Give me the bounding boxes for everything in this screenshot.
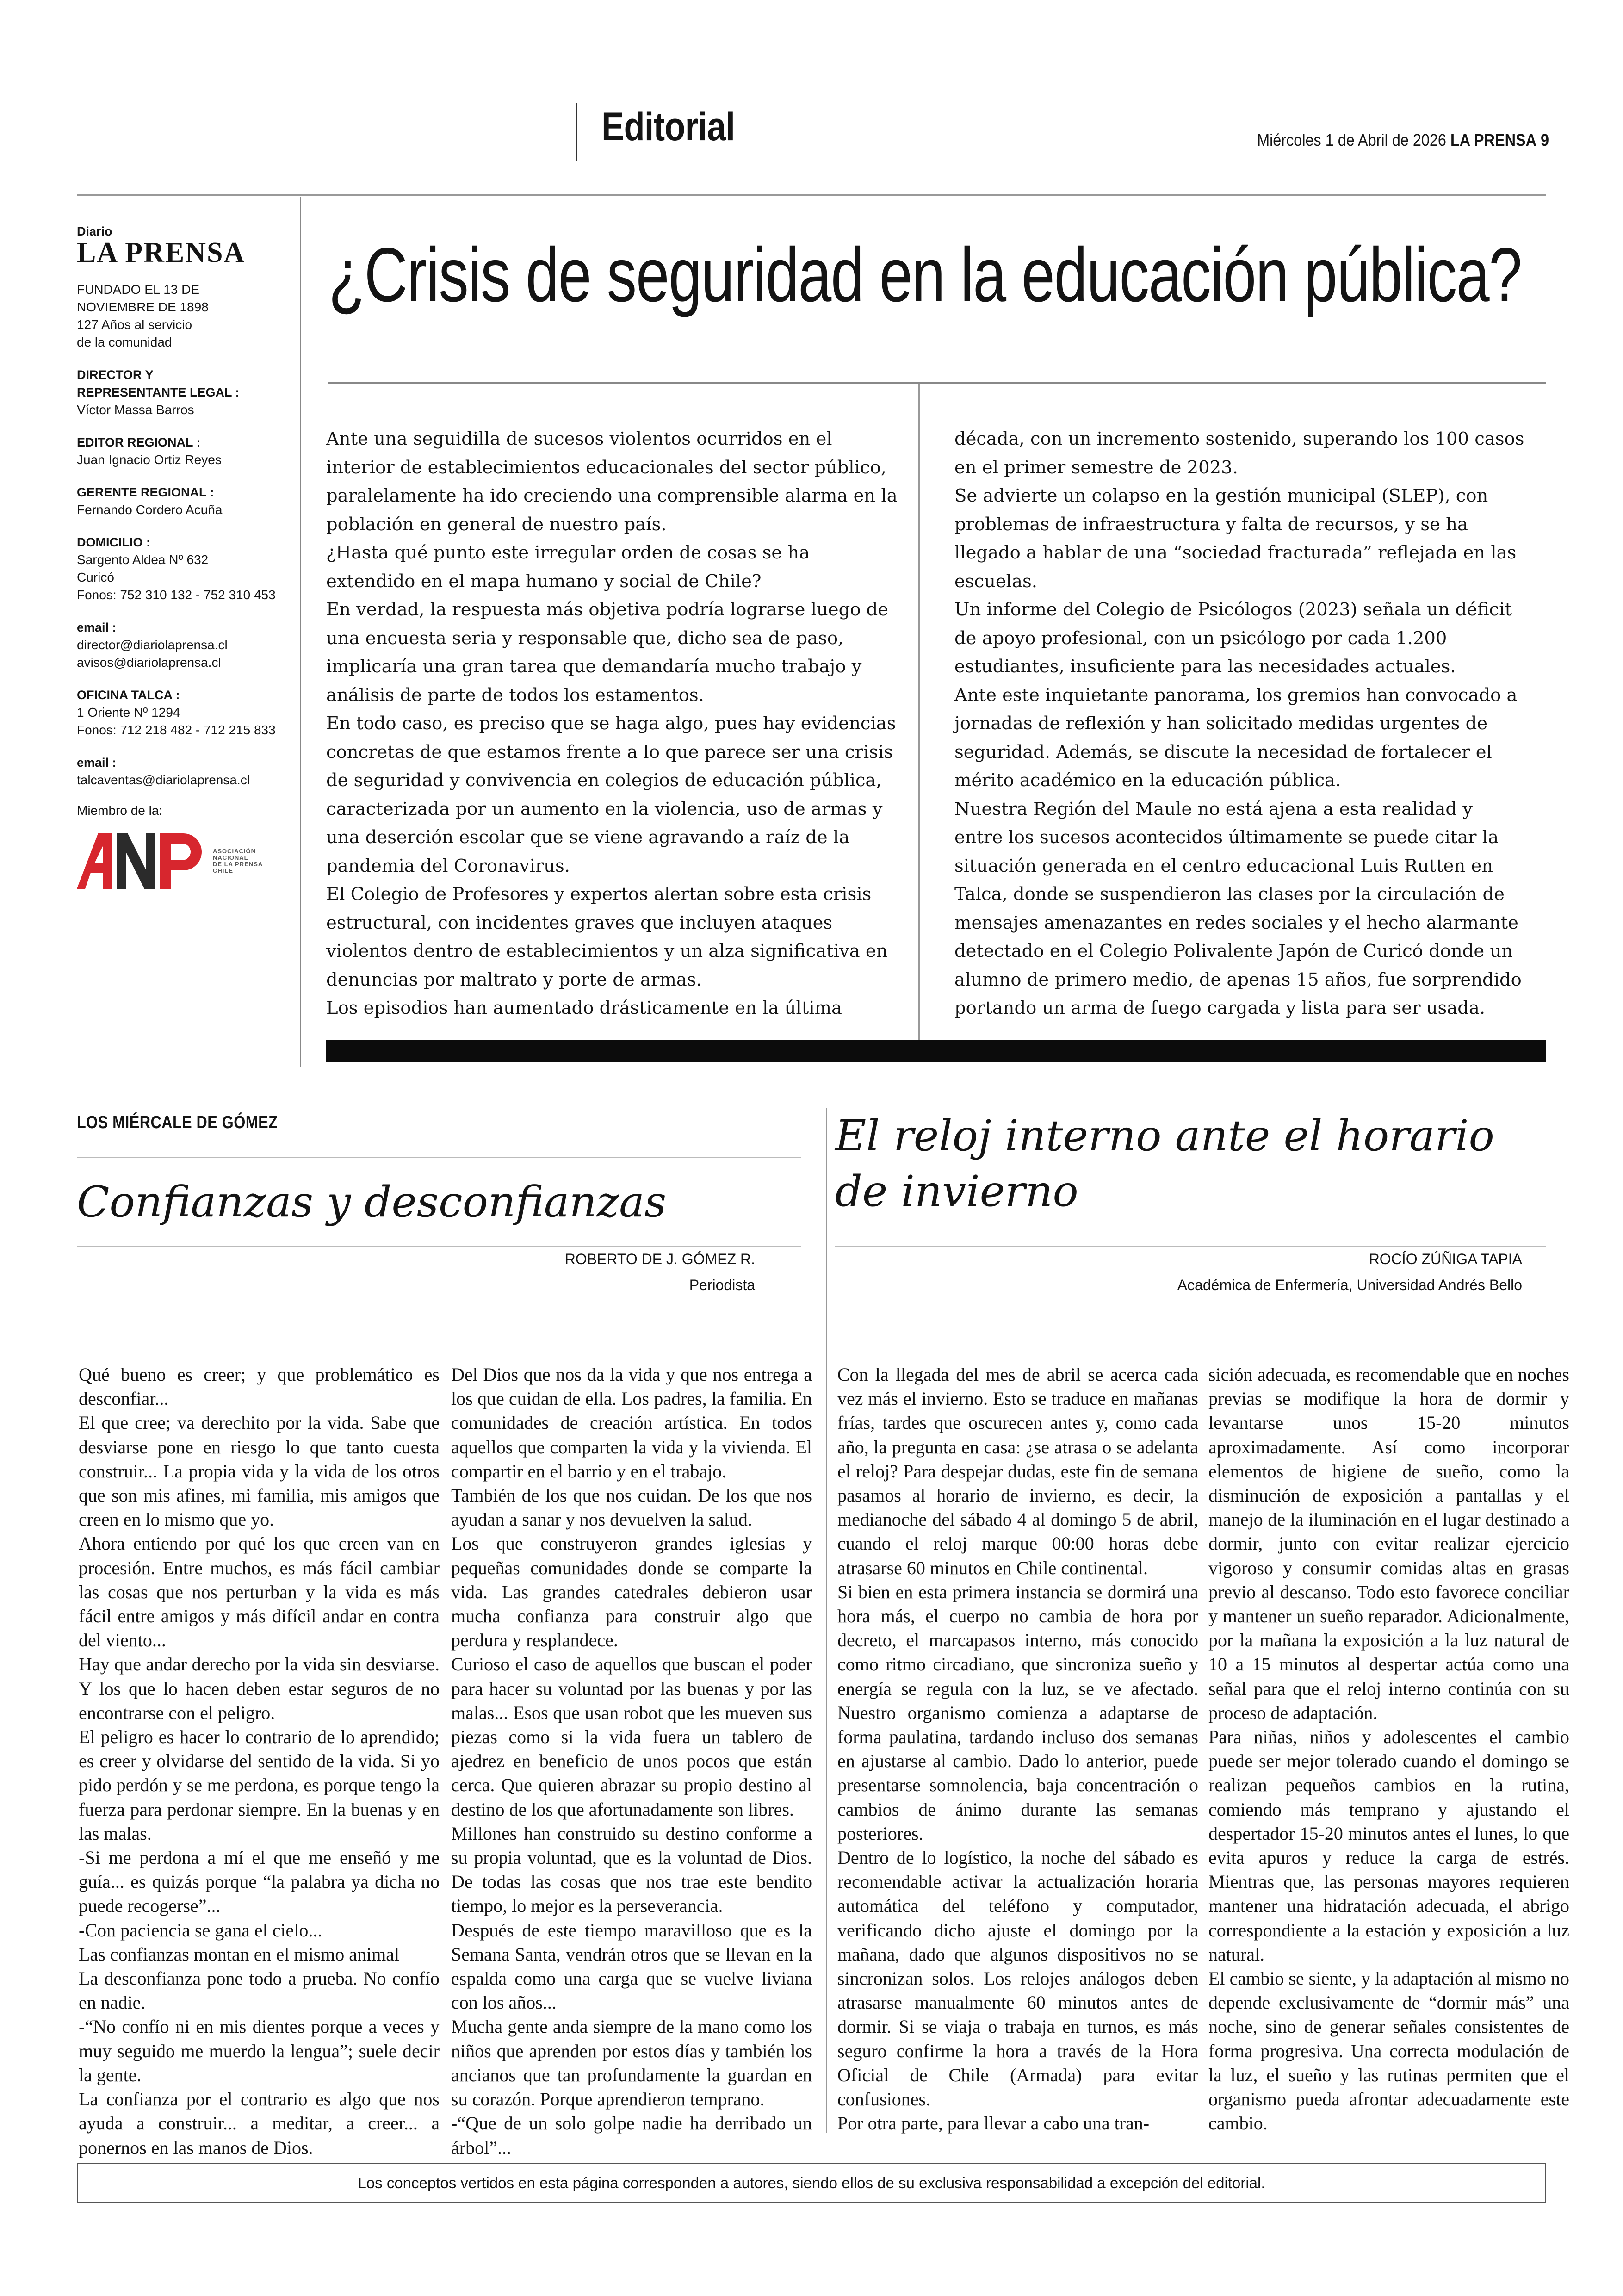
staff-label: REPRESENTANTE LEGAL : — [77, 385, 240, 399]
staff-value: Sargento Aldea Nº 632 — [77, 552, 209, 567]
logo-p-shape — [160, 833, 202, 889]
editorial-paragraph: Los episodios han aumentado drásticamente en la última — [326, 998, 842, 1018]
right-byline — [879, 1246, 1522, 1298]
left-article-paragraph: También de los que nos cuidan. De los que nos ayudan a sanar y nos devuelven la salud. — [451, 1485, 812, 1530]
staff-label: DIRECTOR Y — [77, 368, 154, 382]
staff-label: DOMICILIO : — [77, 535, 150, 549]
date-text: Miércoles 1 de Abril de 2026 — [1257, 130, 1446, 149]
logo-caption-line: DE LA PRENSA — [213, 861, 263, 868]
staff-entry — [77, 434, 294, 469]
kicker-rule — [77, 1157, 801, 1158]
left-article-paragraph: Los que construyeron grandes iglesias y pequeñas comunidades donde se comparte la vida. Las grandes catedrales debieron usar mucha confianza para construir algo que perdura y resplandece. — [451, 1533, 812, 1651]
logo-caption-line: ASOCIACIÓN — [213, 848, 256, 855]
sidebar-divider — [300, 197, 301, 1067]
editorial-paragraph: En todo caso, es preciso que se haga algo, pues hay evidencias concretas de que estamos frente a lo que parece ser una crisis de seguridad y convivencia en colegios de educación pública, caracterizada por un aumento en la violencia, uso de armas y una deserción escolar que se viene agravando a raíz de la pandemia del Coronavirus. — [326, 713, 896, 876]
right-article-title: El reloj interno ante el horario de invierno — [835, 1111, 1494, 1216]
right-author-role: Académica de Enfermería, Universidad Andrés Bello — [1177, 1277, 1522, 1293]
staff-label: email : — [77, 756, 117, 769]
right-article-paragraph: sición adecuada, es recomendable que en noches previas se modifique la hora de dormir y levantarse unos 15-20 minutos aproximadamente. Así como incorporar elementos de higiene de sueño, como la disminución de exposición a pantallas y el manejo de la iluminación en el lugar destinado a dormir, junto con evitar realizar ejercicio vigoroso y consumir comidas altas en grasas previo al descanso. Todo esto favorece conciliar y mantener un sueño reparador. Adicionalmente, por la mañana la exposición a la luz natural de 10 a 15 minutos al despertar actúa como una señal para que el reloj interno continúa con su proceso de adaptación. — [1208, 1364, 1569, 1723]
left-byline — [444, 1246, 755, 1298]
anp-logo-mark — [77, 829, 211, 894]
masthead-sidebar — [77, 224, 294, 894]
editorial-column-2 — [954, 425, 1526, 1023]
editorial-paragraph: Ante una seguidilla de sucesos violentos ocurridos en el interior de establecimientos educacionales del sector público, paralelamente ha ido creciendo una comprensible alarma en la población en general de nuestro país. — [326, 428, 898, 535]
logo-caption-line: CHILE — [213, 867, 233, 874]
footer-disclaimer-box — [77, 2163, 1546, 2203]
editorial-paragraph: Se advierte un colapso en la gestión municipal (SLEP), con problemas de infraestructura y falta de recursos, y se ha llegado a hablar de una “sociedad fracturada” reflejada en las escuelas. — [954, 485, 1517, 592]
anp-logo — [77, 829, 294, 894]
staff-entry — [77, 619, 294, 671]
right-article-paragraph: Por otra parte, para llevar a cabo una tran- — [837, 2113, 1150, 2134]
left-article-paragraph: -“No confío ni en mis dientes porque a veces y muy seguido me muerdo la lengua”; suele decir la gente. — [79, 2016, 440, 2085]
left-article-paragraph: Curioso el caso de aquellos que buscan el poder para hacer su voluntad por las buenas y por las malas... Esos que usan robot que les mueven sus piezas como si la vida fuera un tablero de ajedrez en beneficio de unos pocos que están cerca. Que quieren abrazar su propio destino al destino de los que afortunadamente son libres. — [451, 1654, 812, 1820]
staff-list — [77, 366, 294, 789]
editorial-paragraph: Un informe del Colegio de Psicólogos (2023) señala un déficit de apoyo profesional, con un psicólogo por cada 1.200 estudiantes, insuficiente para las necesidades actuales. — [954, 599, 1512, 677]
left-article-column-1 — [79, 1363, 440, 2160]
founded-line: 127 Años al servicio — [77, 317, 192, 332]
staff-entry — [77, 686, 294, 739]
left-article-paragraph: Qué bueno es creer; y que problemático es desconfiar... — [79, 1364, 440, 1409]
staff-value: Juan Ignacio Ortiz Reyes — [77, 453, 222, 467]
left-article-paragraph: El peligro es hacer lo contrario de lo aprendido; es creer y olvidarse del sentido de la vida. Si yo pido perdón y se me perdona, es porque tengo la fuerza para perdonar siempre. En la buenas y en las malas. — [79, 1726, 440, 1844]
staff-value: Fonos: 752 310 132 - 752 310 453 — [77, 588, 276, 602]
header-date — [1257, 130, 1549, 150]
staff-entry — [77, 484, 294, 519]
editorial-column-divider — [918, 384, 920, 1041]
masthead-small: Diario — [77, 224, 112, 238]
right-article-column-1 — [837, 1363, 1198, 2136]
right-author: ROCÍO ZÚÑIGA TAPIA — [1369, 1251, 1522, 1267]
page-number: 9 — [1540, 130, 1549, 149]
editorial-paragraph: Nuestra Región del Maule no está ajena a esta realidad y entre los sucesos acontecidos últimamente se puede citar la situación generada en el centro educacional Luis Rutten en Talca, donde se suspendieron las clases por la circulación de mensajes amenazantes en redes sociales y el hecho alarmante detectado en el Colegio Polivalente Japón de Curicó donde un alumno de primero medio, de apenas 15 años, fue sorprendido portando un arma de fuego cargada y lista para ser usada. — [954, 798, 1522, 1018]
staff-value: Víctor Massa Barros — [77, 403, 194, 417]
header-paper-name: LA PRENSA — [1450, 130, 1536, 149]
founded-line: de la comunidad — [77, 335, 172, 349]
section-title: Editorial — [601, 105, 735, 149]
left-article-paragraph: Después de este tiempo maravilloso que es la Semana Santa, vendrán otros que se llevan en la espalda como una carga que se vuelve liviana con los años... — [451, 1919, 812, 2013]
founded-line: FUNDADO EL 13 DE — [77, 282, 200, 297]
staff-value: Fonos: 712 218 482 - 712 215 833 — [77, 723, 276, 737]
editorial-paragraph: El Colegio de Profesores y expertos alertan sobre esta crisis estructural, con incidentes graves que incluyen ataques violentos dentro de establecimientos y un alza significativa en denuncias por maltrato y porte de armas. — [326, 884, 888, 990]
member-label: Miembro de la: — [77, 803, 163, 818]
editorial-column-1 — [326, 425, 898, 1023]
left-article-paragraph: -Con paciencia se gana el cielo... — [79, 1919, 322, 1941]
editorial-paragraph: Ante este inquietante panorama, los gremios han convocado a jornadas de reflexión y han solicitado medidas urgentes de seguridad. Además, se discute la necesidad de fortalecer el mérito académico en la educación pública. — [954, 684, 1518, 791]
founded-line: NOVIEMBRE DE 1898 — [77, 300, 209, 314]
article-divider — [826, 1108, 827, 2133]
left-article-paragraph: -Si me perdona a mí el que me enseñó y me guía... es quizás porque “la palabra ya dicha no puede recogerse”... — [79, 1847, 440, 1917]
right-article-column-2 — [1208, 1363, 1569, 2136]
left-article-title: Confianzas y desconfianzas — [77, 1177, 667, 1227]
left-article-paragraph: Hay que andar derecho por la vida sin desviarse. Y los que lo hacen deben estar seguros de no encontrarse con el peligro. — [79, 1654, 440, 1723]
right-article-paragraph: Con la llegada del mes de abril se acerca cada vez más el invierno. Esto se traduce en mañanas frías, tardes que oscurecen antes y, como cada año, la pregunta en casa: ¿se atrasa o se adelanta el reloj? Para despejar dudas, este fin de semana pasamos al horario de invierno, es decir, la medianoche del sábado 4 al domingo 5 de abril, cuando el reloj marque 00:00 horas debe atrasarse 60 minutos en Chile continental. — [837, 1364, 1198, 1578]
logo-caption-line: NACIONAL — [213, 854, 248, 861]
staff-entry — [77, 534, 294, 604]
left-article-paragraph: El que cree; va derechito por la vida. Sabe que desviarse pone en riesgo lo que tanto cuesta construir... La propia vida y la vida de los otros que son mis afines, mi familia, mis amigos que creen en lo mismo que yo. — [79, 1412, 440, 1530]
left-article-paragraph: -“Que de un solo golpe nadie ha derribado un árbol”... — [451, 2113, 812, 2158]
right-article-paragraph: Si bien en esta primera instancia se dormirá una hora más, el cuerpo no cambia de hora por decreto, el marcapasos interno, más conocido como ritmo circadiano, que sincroniza sueño y energía se regula con la luz, se ve afectado. Nuestro organismo comienza a adaptarse de forma paulatina, tardando incluso dos semanas en ajustarse al cambio. Dado lo anterior, puede presentarse somnolencia, baja concentración o cambios de ánimo durante las semanas posteriores. — [837, 1581, 1198, 1844]
editorial-headline: ¿Crisis de seguridad en la educación pública? — [328, 232, 1522, 318]
masthead-name: LA PRENSA — [77, 237, 246, 268]
logo-a-shape — [77, 833, 112, 889]
right-article-paragraph: Dentro de lo logístico, la noche del sábado es recomendable activar la actualización horaria automática del teléfono y computador, verificando dicho ajuste el domingo por la mañana, dado que algunos dispositivos no se sincronizan solos. Los relojes análogos deben atrasarse manualmente 60 minutos antes de dormir. Si se viaja o trabaja en turnos, es más seguro confirme la hora a través de la Hora Oficial de Chile (Armada) para evitar confusiones. — [837, 1847, 1198, 2110]
editorial-paragraph: En verdad, la respuesta más objetiva podría lograrse luego de una encuesta seria y responsable que, dicho sea de paso, implicaría una gran tarea que demandaría mucho trabajo y análisis de parte de todos los estamentos. — [326, 599, 889, 706]
staff-value: talcaventas@diariolaprensa.cl — [77, 773, 250, 787]
right-article-paragraph: El cambio se siente, y la adaptación al mismo no depende exclusivamente de “dormir más” una noche, sino de generar señales consistentes de forma progresiva. Una correcta modulación de la luz, el sueño y las rutinas permiten que el organismo pueda afrontar adecuadamente este cambio. — [1208, 1968, 1569, 2134]
footer-disclaimer: Los conceptos vertidos en esta página corresponden a autores, siendo ellos de su exclusiva responsabilidad a excepción del editorial. — [358, 2174, 1265, 2191]
left-author-role: Periodista — [689, 1277, 755, 1293]
staff-label: EDITOR REGIONAL : — [77, 435, 201, 449]
staff-label: GERENTE REGIONAL : — [77, 485, 214, 499]
header-rule — [77, 194, 1546, 196]
staff-label: OFICINA TALCA : — [77, 688, 180, 702]
left-article-column-2 — [451, 1363, 812, 2160]
column-kicker: LOS MIÉRCALE DE GÓMEZ — [77, 1113, 278, 1132]
staff-value: Fernando Cordero Acuña — [77, 503, 223, 517]
founded-block — [77, 281, 294, 351]
logo-n-shape — [117, 833, 155, 889]
staff-value: director@diariolaprensa.cl — [77, 638, 228, 652]
left-author: ROBERTO DE J. GÓMEZ R. — [564, 1251, 755, 1267]
editorial-paragraph: ¿Hasta qué punto este irregular orden de cosas se ha extendido en el mapa humano y social de Chile? — [326, 542, 810, 592]
left-article-paragraph: La confianza por el contrario es algo que nos ayuda a construir... a meditar, a creer... a ponernos en las manos de Dios. — [79, 2089, 440, 2158]
left-article-paragraph: La desconfianza pone todo a prueba. No confío en nadie. — [79, 1968, 440, 2013]
staff-value: avisos@diariolaprensa.cl — [77, 655, 221, 670]
staff-entry — [77, 366, 294, 419]
anp-logo-caption — [213, 848, 263, 874]
left-article-paragraph: Millones han construido su destino conforme a su propia voluntad, que es la voluntad de Dios. De todas las cosas que nos trae este bendito tiempo, lo mejor es la perseverancia. — [451, 1823, 812, 1917]
staff-label: email : — [77, 621, 117, 634]
staff-entry — [77, 754, 294, 789]
editorial-title-rule — [328, 382, 1546, 384]
left-article-paragraph: Del Dios que nos da la vida y que nos entrega a los que cuidan de ella. Los padres, la familia. En comunidades de creación artística. En todos aquellos que comparten la vida y la vivienda. El compartir en el barrio y en el trabajo. — [451, 1364, 812, 1482]
staff-value: Curicó — [77, 570, 114, 584]
right-article-paragraph: Para niñas, niños y adolescentes el cambio puede ser mejor tolerado cuando el domingo se realizan pequeños cambios en la rutina, comiendo más temprano y ajustando el despertador 15-20 minutos antes el lunes, lo que evita apuros y reduce la carga de estrés. Mientras que, las personas mayores requieren mantener una hidratación adecuada, el abrigo correspondiente a la estación y exposición a luz natural. — [1208, 1726, 1569, 1965]
staff-value: 1 Oriente Nº 1294 — [77, 705, 180, 720]
left-article-paragraph: Las confianzas montan en el mismo animal — [79, 1943, 400, 1965]
editorial-paragraph: década, con un incremento sostenido, superando los 100 casos en el primer semestre de 2023. — [954, 428, 1524, 478]
editorial-bottom-bar — [326, 1040, 1546, 1062]
left-article-paragraph: Ahora entiendo por qué los que creen van en procesión. Entre muchos, es más fácil cambiar las cosas que nos perturban y la vida es más fácil entre amigos y más difícil andar en contra del viento... — [79, 1533, 440, 1651]
left-article-paragraph: Mucha gente anda siempre de la mano como los niños que aprenden por estos días y también los ancianos que tan profundamente la guardan en su corazón. Porque aprendieron temprano. — [451, 2016, 812, 2110]
